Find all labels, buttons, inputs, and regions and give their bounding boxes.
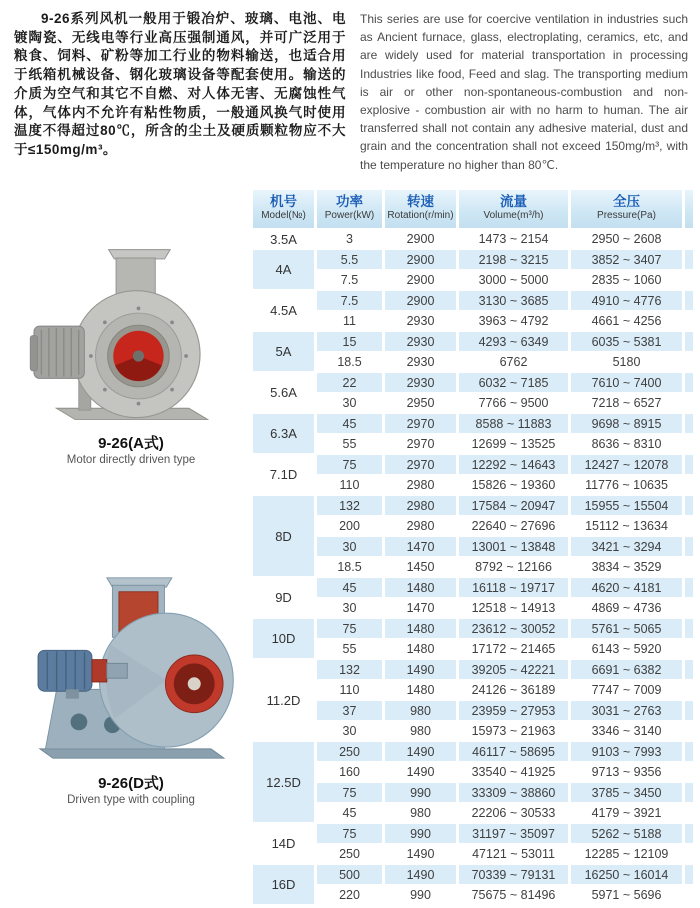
- table-row: [253, 373, 693, 392]
- table-row: [253, 845, 693, 864]
- value-cell-rotation: 2930: [385, 312, 456, 331]
- edge-spacer-cell: [685, 353, 693, 372]
- table-row: [253, 865, 693, 884]
- value-cell-pressure: 3852 ~ 3407: [571, 250, 682, 269]
- value-cell-volume: 75675 ~ 81496: [459, 886, 568, 905]
- value-cell-power: 30: [317, 722, 382, 741]
- fan-a-illustration: [28, 244, 234, 426]
- value-cell-pressure: 9103 ~ 7993: [571, 742, 682, 761]
- table-row: [253, 332, 693, 351]
- value-cell-volume: 3130 ~ 3685: [459, 291, 568, 310]
- value-cell-power: 11: [317, 312, 382, 331]
- value-cell-volume: 12699 ~ 13525: [459, 435, 568, 454]
- edge-spacer-cell: [685, 476, 693, 495]
- value-cell-volume: 23959 ~ 27953: [459, 701, 568, 720]
- value-cell-rotation: 2970: [385, 435, 456, 454]
- value-cell-rotation: 980: [385, 722, 456, 741]
- column-header-2: [385, 190, 456, 228]
- table-row: [253, 722, 693, 741]
- column-header-en: Volume(m³/h): [483, 210, 544, 222]
- value-cell-rotation: 1450: [385, 558, 456, 577]
- fan-d-caption: 9-26(D式): [98, 774, 164, 792]
- value-cell-rotation: 1480: [385, 578, 456, 597]
- value-cell-pressure: 7610 ~ 7400: [571, 373, 682, 392]
- value-cell-pressure: 12285 ~ 12109: [571, 845, 682, 864]
- value-cell-rotation: 1490: [385, 763, 456, 782]
- value-cell-rotation: 1490: [385, 845, 456, 864]
- value-cell-pressure: 5262 ~ 5188: [571, 824, 682, 843]
- value-cell-rotation: 1480: [385, 619, 456, 638]
- table-row: [253, 886, 693, 905]
- value-cell-pressure: 8636 ~ 8310: [571, 435, 682, 454]
- value-cell-volume: 6032 ~ 7185: [459, 373, 568, 392]
- edge-spacer-cell: [685, 455, 693, 474]
- model-cell: 16D: [253, 865, 314, 904]
- column-header-zh: 转速: [407, 194, 434, 210]
- table-row: [253, 414, 693, 433]
- table-row: [253, 353, 693, 372]
- model-cell: 6.3A: [253, 414, 314, 453]
- value-cell-rotation: 2950: [385, 394, 456, 413]
- value-cell-pressure: 7218 ~ 6527: [571, 394, 682, 413]
- table-row: [253, 435, 693, 454]
- table-row: [253, 230, 693, 249]
- table-row: [253, 537, 693, 556]
- model-cell: 4A: [253, 250, 314, 289]
- table-header: [253, 190, 693, 228]
- value-cell-pressure: 6691 ~ 6382: [571, 660, 682, 679]
- column-header-en: Pressure(Pa): [597, 210, 656, 222]
- value-cell-rotation: 1490: [385, 660, 456, 679]
- table-row: [253, 271, 693, 290]
- value-cell-power: 7.5: [317, 271, 382, 290]
- value-cell-power: 55: [317, 640, 382, 659]
- table-row: [253, 476, 693, 495]
- value-cell-volume: 17584 ~ 20947: [459, 496, 568, 515]
- table-row: [253, 291, 693, 310]
- table-row: [253, 742, 693, 761]
- edge-spacer-cell: [685, 619, 693, 638]
- value-cell-pressure: 3346 ~ 3140: [571, 722, 682, 741]
- value-cell-rotation: 1480: [385, 640, 456, 659]
- value-cell-volume: 8588 ~ 11883: [459, 414, 568, 433]
- table-row: [253, 783, 693, 802]
- value-cell-rotation: 2900: [385, 230, 456, 249]
- value-cell-power: 75: [317, 619, 382, 638]
- fan-d-subcaption: Driven type with coupling: [67, 793, 195, 806]
- column-header-0: [253, 190, 314, 228]
- value-cell-volume: 4293 ~ 6349: [459, 332, 568, 351]
- value-cell-power: 250: [317, 845, 382, 864]
- value-cell-power: 75: [317, 455, 382, 474]
- column-header-en: Model(№): [261, 210, 306, 222]
- value-cell-volume: 8792 ~ 12166: [459, 558, 568, 577]
- value-cell-power: 132: [317, 660, 382, 679]
- value-cell-rotation: 980: [385, 701, 456, 720]
- edge-spacer-cell: [685, 804, 693, 823]
- fan-a-subcaption: Motor directly driven type: [66, 453, 196, 466]
- table-body: [253, 230, 693, 905]
- value-cell-rotation: 2900: [385, 271, 456, 290]
- value-cell-power: 200: [317, 517, 382, 536]
- model-cell: 5.6A: [253, 373, 314, 412]
- value-cell-rotation: 1490: [385, 865, 456, 884]
- value-cell-volume: 1473 ~ 2154: [459, 230, 568, 249]
- value-cell-volume: 3963 ~ 4792: [459, 312, 568, 331]
- value-cell-rotation: 1470: [385, 537, 456, 556]
- value-cell-volume: 7766 ~ 9500: [459, 394, 568, 413]
- column-header-3: [459, 190, 568, 228]
- edge-spacer-cell: [685, 558, 693, 577]
- value-cell-volume: 6762: [459, 353, 568, 372]
- column-header-4: [571, 190, 682, 228]
- value-cell-rotation: 980: [385, 804, 456, 823]
- table-row: [253, 578, 693, 597]
- value-cell-rotation: 990: [385, 886, 456, 905]
- value-cell-pressure: 12427 ~ 12078: [571, 455, 682, 474]
- value-cell-volume: 24126 ~ 36189: [459, 681, 568, 700]
- table-row: [253, 804, 693, 823]
- value-cell-rotation: 2970: [385, 455, 456, 474]
- table-row: [253, 824, 693, 843]
- value-cell-power: 110: [317, 476, 382, 495]
- column-header-1: [317, 190, 382, 228]
- value-cell-volume: 12292 ~ 14643: [459, 455, 568, 474]
- edge-spacer-cell: [685, 599, 693, 618]
- value-cell-power: 500: [317, 865, 382, 884]
- column-header-zh: 流量: [500, 194, 527, 210]
- table-row: [253, 681, 693, 700]
- value-cell-pressure: 7747 ~ 7009: [571, 681, 682, 700]
- model-cell: 11.2D: [253, 660, 314, 740]
- value-cell-pressure: 6035 ~ 5381: [571, 332, 682, 351]
- value-cell-pressure: 16250 ~ 16014: [571, 865, 682, 884]
- value-cell-power: 7.5: [317, 291, 382, 310]
- edge-spacer-cell: [685, 394, 693, 413]
- table-column: [250, 188, 700, 907]
- value-cell-power: 75: [317, 824, 382, 843]
- value-cell-rotation: 1490: [385, 742, 456, 761]
- value-cell-volume: 33540 ~ 41925: [459, 763, 568, 782]
- value-cell-pressure: 4869 ~ 4736: [571, 599, 682, 618]
- table-row: [253, 640, 693, 659]
- value-cell-rotation: 2900: [385, 250, 456, 269]
- edge-spacer-cell: [685, 763, 693, 782]
- value-cell-pressure: 4661 ~ 4256: [571, 312, 682, 331]
- table-row: [253, 660, 693, 679]
- value-cell-power: 110: [317, 681, 382, 700]
- value-cell-volume: 70339 ~ 79131: [459, 865, 568, 884]
- edge-spacer-cell: [685, 640, 693, 659]
- header-row: [253, 190, 693, 228]
- table-row: [253, 517, 693, 536]
- value-cell-power: 18.5: [317, 353, 382, 372]
- value-cell-pressure: 3834 ~ 3529: [571, 558, 682, 577]
- model-cell: 5A: [253, 332, 314, 371]
- value-cell-volume: 39205 ~ 42221: [459, 660, 568, 679]
- edge-spacer-cell: [685, 742, 693, 761]
- value-cell-volume: 3000 ~ 5000: [459, 271, 568, 290]
- value-cell-pressure: 4910 ~ 4776: [571, 291, 682, 310]
- value-cell-pressure: 9698 ~ 8915: [571, 414, 682, 433]
- value-cell-power: 22: [317, 373, 382, 392]
- table-row: [253, 558, 693, 577]
- value-cell-power: 75: [317, 783, 382, 802]
- value-cell-pressure: 15112 ~ 13634: [571, 517, 682, 536]
- value-cell-pressure: 5971 ~ 5696: [571, 886, 682, 905]
- edge-spacer-cell: [685, 230, 693, 249]
- value-cell-power: 5.5: [317, 250, 382, 269]
- edge-spacer-cell: [685, 517, 693, 536]
- value-cell-rotation: 2980: [385, 476, 456, 495]
- edge-spacer-cell: [685, 701, 693, 720]
- edge-spacer-cell: [685, 414, 693, 433]
- edge-spacer-cell: [685, 537, 693, 556]
- main-content: [0, 188, 700, 907]
- value-cell-power: 30: [317, 537, 382, 556]
- value-cell-pressure: 4179 ~ 3921: [571, 804, 682, 823]
- value-cell-volume: 15826 ~ 19360: [459, 476, 568, 495]
- edge-spacer-cell: [685, 435, 693, 454]
- value-cell-power: 15: [317, 332, 382, 351]
- model-cell: 14D: [253, 824, 314, 863]
- model-cell: 3.5A: [253, 230, 314, 249]
- value-cell-pressure: 5180: [571, 353, 682, 372]
- value-cell-volume: 22206 ~ 30533: [459, 804, 568, 823]
- edge-spacer-cell: [685, 312, 693, 331]
- value-cell-volume: 31197 ~ 35097: [459, 824, 568, 843]
- column-header-zh: 全压: [613, 194, 640, 210]
- column-header-zh: 机号: [270, 194, 297, 210]
- figure-fan-d: [12, 570, 250, 806]
- value-cell-power: 45: [317, 578, 382, 597]
- value-cell-pressure: 9713 ~ 9356: [571, 763, 682, 782]
- value-cell-volume: 13001 ~ 13848: [459, 537, 568, 556]
- value-cell-power: 3: [317, 230, 382, 249]
- fan-d-illustration: [25, 570, 237, 766]
- value-cell-rotation: 2900: [385, 291, 456, 310]
- table-row: [253, 394, 693, 413]
- edge-spacer-cell: [685, 250, 693, 269]
- intro-paragraph-en: This series are use for coercive ventilation in industries such as Ancient furnace, glass, electroplating, ceramics, etc, and are widely used for material transportation in processing Industries like food, Feed and slag. The transporting medium is air or other non-spontaneous-combustion and non- explosive - combustion air with no harm to human. The air transferred shall not contain any adhesive material, dust and grain and the concentration shall not exceed 150mg/m³, with the temperature no higher than 80℃.: [360, 12, 688, 172]
- value-cell-pressure: 3421 ~ 3294: [571, 537, 682, 556]
- value-cell-volume: 2198 ~ 3215: [459, 250, 568, 269]
- edge-spacer-cell: [685, 373, 693, 392]
- value-cell-volume: 16118 ~ 19717: [459, 578, 568, 597]
- table-row: [253, 701, 693, 720]
- value-cell-power: 55: [317, 435, 382, 454]
- value-cell-pressure: 3031 ~ 2763: [571, 701, 682, 720]
- edge-spacer-cell: [685, 824, 693, 843]
- table-row: [253, 619, 693, 638]
- value-cell-power: 30: [317, 599, 382, 618]
- value-cell-power: 37: [317, 701, 382, 720]
- table-row: [253, 599, 693, 618]
- value-cell-rotation: 1470: [385, 599, 456, 618]
- value-cell-rotation: 2930: [385, 353, 456, 372]
- value-cell-volume: 33309 ~ 38860: [459, 783, 568, 802]
- column-header-zh: 功率: [336, 194, 363, 210]
- table-row: [253, 496, 693, 515]
- value-cell-pressure: 4620 ~ 4181: [571, 578, 682, 597]
- value-cell-rotation: 2980: [385, 517, 456, 536]
- table-row: [253, 312, 693, 331]
- value-cell-power: 220: [317, 886, 382, 905]
- model-cell: 8D: [253, 496, 314, 576]
- intro-section: [0, 0, 700, 174]
- table-row: [253, 250, 693, 269]
- value-cell-rotation: 2980: [385, 496, 456, 515]
- edge-spacer-cell: [685, 681, 693, 700]
- figures-column: [12, 188, 250, 907]
- value-cell-volume: 46117 ~ 58695: [459, 742, 568, 761]
- value-cell-rotation: 1480: [385, 681, 456, 700]
- table-row: [253, 763, 693, 782]
- value-cell-pressure: 15955 ~ 15504: [571, 496, 682, 515]
- table-row: [253, 455, 693, 474]
- value-cell-rotation: 2930: [385, 373, 456, 392]
- value-cell-volume: 17172 ~ 21465: [459, 640, 568, 659]
- edge-spacer-cell: [685, 722, 693, 741]
- value-cell-pressure: 2835 ~ 1060: [571, 271, 682, 290]
- edge-spacer-cell: [685, 271, 693, 290]
- value-cell-power: 30: [317, 394, 382, 413]
- value-cell-power: 18.5: [317, 558, 382, 577]
- value-cell-volume: 15973 ~ 21963: [459, 722, 568, 741]
- model-cell: 10D: [253, 619, 314, 658]
- value-cell-power: 45: [317, 414, 382, 433]
- value-cell-pressure: 2950 ~ 2608: [571, 230, 682, 249]
- column-header-en: Rotation(r/min): [387, 210, 454, 222]
- value-cell-power: 45: [317, 804, 382, 823]
- value-cell-pressure: 5761 ~ 5065: [571, 619, 682, 638]
- intro-paragraph-zh: 9-26系列风机一般用于锻冶炉、玻璃、电池、电镀陶瓷、无线电等行业高压强制通风，并可广泛用于粮食、饲料、矿粉等加工行业的物料输送，也适合用于纸箱机械设备、钢化玻璃设备等配套使用。输送的介质为空气和其它不自燃、对人体无害、无腐蚀性气体，气体内不允许有粘性物质，一般通风换气时使用温度不得超过80℃，所含的尘土及硬质颗粒物应不大于≤150mg/m³。: [14, 11, 346, 157]
- model-cell: 9D: [253, 578, 314, 617]
- header-cap: [685, 190, 693, 228]
- figure-fan-a: [12, 244, 250, 466]
- value-cell-volume: 12518 ~ 14913: [459, 599, 568, 618]
- value-cell-power: 160: [317, 763, 382, 782]
- edge-spacer-cell: [685, 886, 693, 905]
- edge-spacer-cell: [685, 496, 693, 515]
- value-cell-rotation: 990: [385, 824, 456, 843]
- value-cell-pressure: 3785 ~ 3450: [571, 783, 682, 802]
- value-cell-power: 250: [317, 742, 382, 761]
- performance-table: [250, 188, 696, 907]
- value-cell-volume: 47121 ~ 53011: [459, 845, 568, 864]
- value-cell-pressure: 11776 ~ 10635: [571, 476, 682, 495]
- value-cell-rotation: 2930: [385, 332, 456, 351]
- edge-spacer-cell: [685, 660, 693, 679]
- value-cell-volume: 23612 ~ 30052: [459, 619, 568, 638]
- value-cell-volume: 22640 ~ 27696: [459, 517, 568, 536]
- value-cell-rotation: 990: [385, 783, 456, 802]
- value-cell-rotation: 2970: [385, 414, 456, 433]
- edge-spacer-cell: [685, 578, 693, 597]
- model-cell: 12.5D: [253, 742, 314, 822]
- value-cell-pressure: 6143 ~ 5920: [571, 640, 682, 659]
- edge-spacer-cell: [685, 291, 693, 310]
- model-cell: 4.5A: [253, 291, 314, 330]
- edge-spacer-cell: [685, 845, 693, 864]
- edge-spacer-cell: [685, 332, 693, 351]
- model-cell: 7.1D: [253, 455, 314, 494]
- edge-spacer-cell: [685, 783, 693, 802]
- fan-a-caption: 9-26(A式): [98, 434, 164, 452]
- column-header-en: Power(kW): [324, 210, 375, 222]
- edge-spacer-cell: [685, 865, 693, 884]
- value-cell-power: 132: [317, 496, 382, 515]
